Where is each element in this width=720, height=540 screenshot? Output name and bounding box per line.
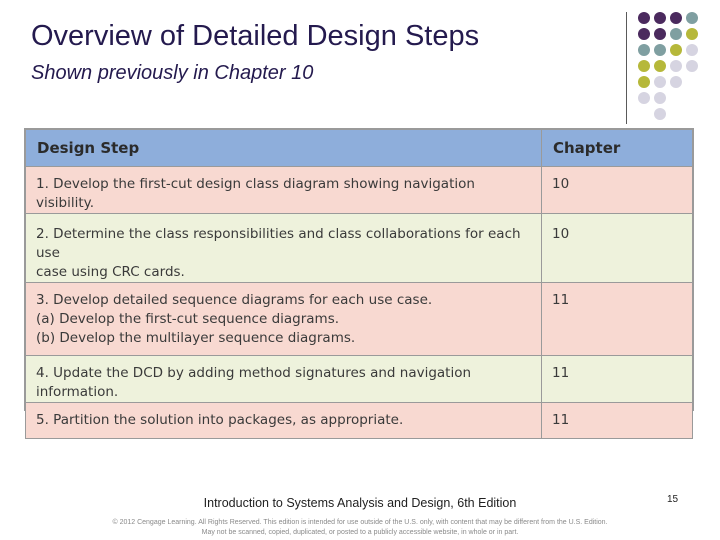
chapter-cell <box>542 214 693 283</box>
decorative-dot <box>670 44 682 56</box>
decorative-dot <box>638 28 650 40</box>
chapter-cell <box>542 356 693 403</box>
chapter-text: 11 <box>552 292 570 308</box>
decorative-dot <box>654 12 666 24</box>
table-row <box>26 214 693 283</box>
header-chapter: Chapter <box>542 130 693 167</box>
table-row <box>26 356 693 403</box>
slide-subtitle: Shown previously in Chapter 10 <box>31 62 314 84</box>
slide-title: Overview of Detailed Design Steps <box>31 20 480 52</box>
copyright-notice: © 2012 Cengage Learning. All Rights Reserved. This edition is intended for use outside of the U.S. only, with content that may be different from the U.S. Edition. May not be scanned, copied, duplicated, or posted to a publicly accessible website, in whole or in part. <box>112 519 608 536</box>
chapter-text: 10 <box>552 176 570 192</box>
chapter-text: 11 <box>552 412 570 428</box>
step-cell <box>26 167 542 214</box>
step-cell <box>26 403 542 439</box>
table-header-row <box>26 130 693 167</box>
decorative-dot <box>638 12 650 24</box>
design-steps-table <box>25 129 693 439</box>
step-cell <box>26 214 542 283</box>
decorative-dot <box>638 60 650 72</box>
step-cell <box>26 356 542 403</box>
table-row <box>26 403 693 439</box>
decorative-dot <box>686 28 698 40</box>
decorative-dot <box>670 60 682 72</box>
step-text: 2. Determine the class responsibilities and class collaborations for each use case using CRC cards. <box>36 226 521 280</box>
step-text: 5. Partition the solution into packages, as appropriate. <box>36 412 404 428</box>
table-row <box>26 283 693 356</box>
chapter-cell <box>542 403 693 439</box>
chapter-cell <box>542 167 693 214</box>
decorative-dot <box>638 44 650 56</box>
decorative-dot <box>638 76 650 88</box>
decorative-divider-line <box>626 12 627 124</box>
decorative-dot <box>654 92 666 104</box>
decorative-dot <box>654 108 666 120</box>
decorative-dot <box>654 76 666 88</box>
decorative-dot <box>686 44 698 56</box>
header-design-step: Design Step <box>26 130 542 167</box>
step-text: 3. Develop detailed sequence diagrams for each use case. (a) Develop the first-cut sequence diagrams. (b) Develop the multilayer sequence diagrams. <box>36 292 433 346</box>
table-row <box>26 167 693 214</box>
chapter-cell <box>542 283 693 356</box>
step-text: 4. Update the DCD by adding method signatures and navigation information. <box>36 365 472 400</box>
decorative-dot <box>670 12 682 24</box>
decorative-dot <box>686 60 698 72</box>
chapter-text: 10 <box>552 226 570 242</box>
decorative-dot <box>686 12 698 24</box>
decorative-dot <box>670 28 682 40</box>
decorative-dot <box>654 60 666 72</box>
decorative-dot <box>638 92 650 104</box>
decorative-dot <box>670 76 682 88</box>
decorative-dot <box>654 28 666 40</box>
chapter-text: 11 <box>552 365 570 381</box>
footer-book-title: Introduction to Systems Analysis and Design, 6th Edition <box>203 496 517 510</box>
decorative-dot <box>654 44 666 56</box>
step-cell <box>26 283 542 356</box>
page-number: 15 <box>667 494 679 505</box>
step-text: 1. Develop the first-cut design class diagram showing navigation visibility. <box>36 176 475 211</box>
